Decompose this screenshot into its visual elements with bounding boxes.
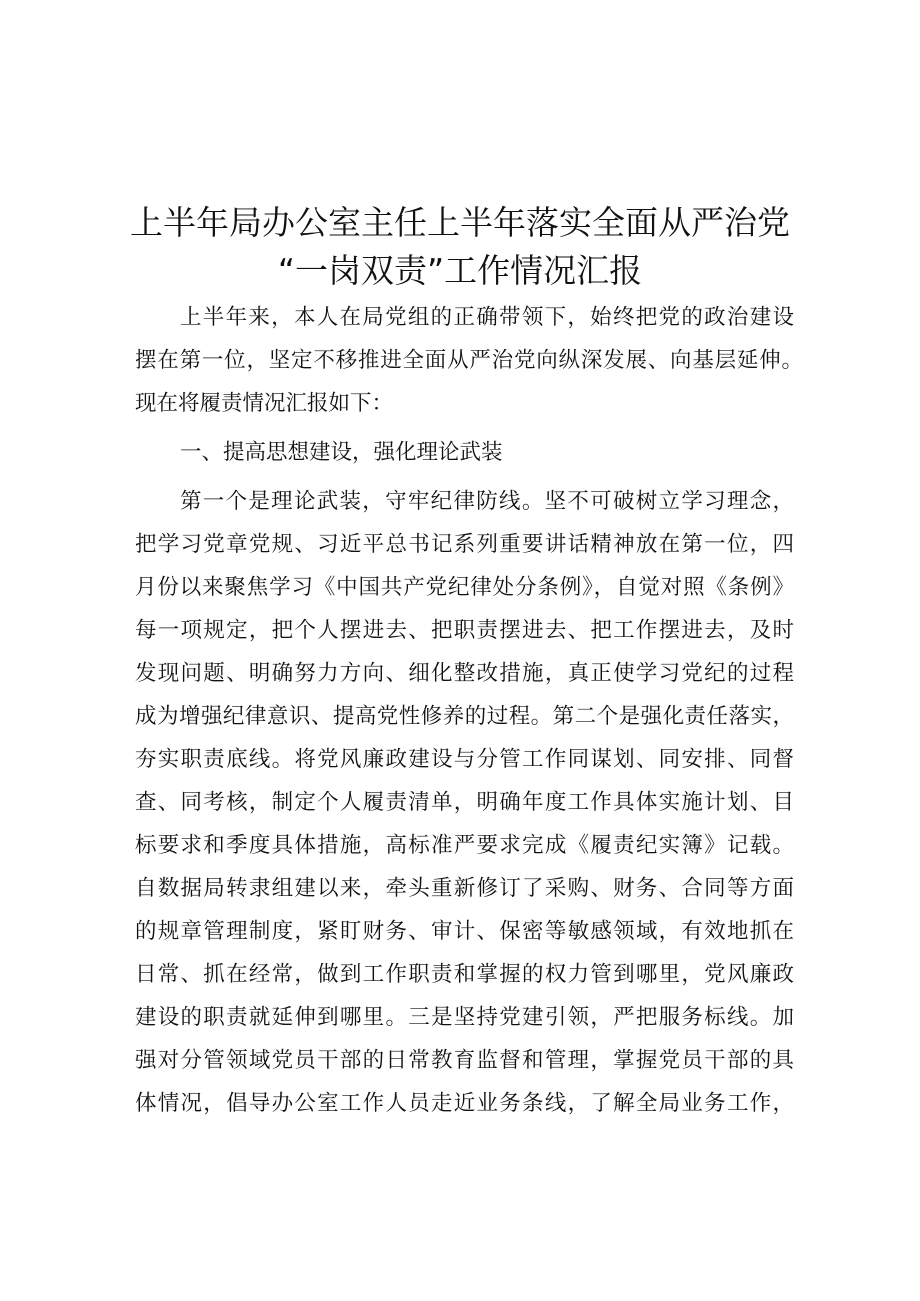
body-line: 上半年来，本人在局党组的正确带领下，始终把党的政治建设 <box>180 305 794 330</box>
body-line: 强对分管领域党员干部的日常教育监督和管理，掌握党员干部的具 <box>135 1048 794 1073</box>
body-line: 查、同考核，制定个人履责清单，明确年度工作具体实施计划、目 <box>135 790 794 815</box>
body-line: 夯实职责底线。将党风廉政建设与分管工作同谋划、同安排、同督 <box>135 747 794 772</box>
body-line: 自数据局转隶组建以来，牵头重新修订了采购、财务、合同等方面 <box>135 876 794 901</box>
document-title-line-1: 上半年局办公室主任上半年落实全面从严治党 <box>130 203 790 242</box>
body-line: 日常、抓在经常，做到工作职责和掌握的权力管到哪里，党风廉政 <box>135 962 794 987</box>
body-line: 建设的职责就延伸到哪里。三是坚持党建引领，严把服务标线。加 <box>135 1005 794 1030</box>
body-line: 把学习党章党规、习近平总书记系列重要讲话精神放在第一位，四 <box>135 532 794 557</box>
section-heading: 一、提高思想建设，强化理论武装 <box>180 440 503 465</box>
body-line: 现在将履责情况汇报如下： <box>135 391 394 416</box>
body-line: 的规章管理制度，紧盯财务、审计、保密等敏感领域，有效地抓在 <box>135 919 794 944</box>
body-line: 月份以来聚焦学习《中国共产党纪律处分条例》，自觉对照《条例》 <box>135 575 794 600</box>
body-line: 体情况，倡导办公室工作人员走近业务条线，了解全局业务工作， <box>135 1091 794 1116</box>
body-line: 发现问题、明确努力方向、细化整改措施，真正使学习党纪的过程 <box>135 661 794 686</box>
body-line: 标要求和季度具体措施，高标准严要求完成《履责纪实簿》记载。 <box>135 833 794 858</box>
body-line: 成为增强纪律意识、提高党性修养的过程。第二个是强化责任落实， <box>135 704 794 729</box>
body-line: 摆在第一位，坚定不移推进全面从严治党向纵深发展、向基层延伸。 <box>135 348 803 373</box>
body-line: 第一个是理论武装，守牢纪律防线。坚不可破树立学习理念， <box>180 489 794 514</box>
document-title-line-2: “一岗双责”工作情况汇报 <box>277 251 643 290</box>
body-line: 每一项规定，把个人摆进去、把职责摆进去、把工作摆进去，及时 <box>135 618 794 643</box>
